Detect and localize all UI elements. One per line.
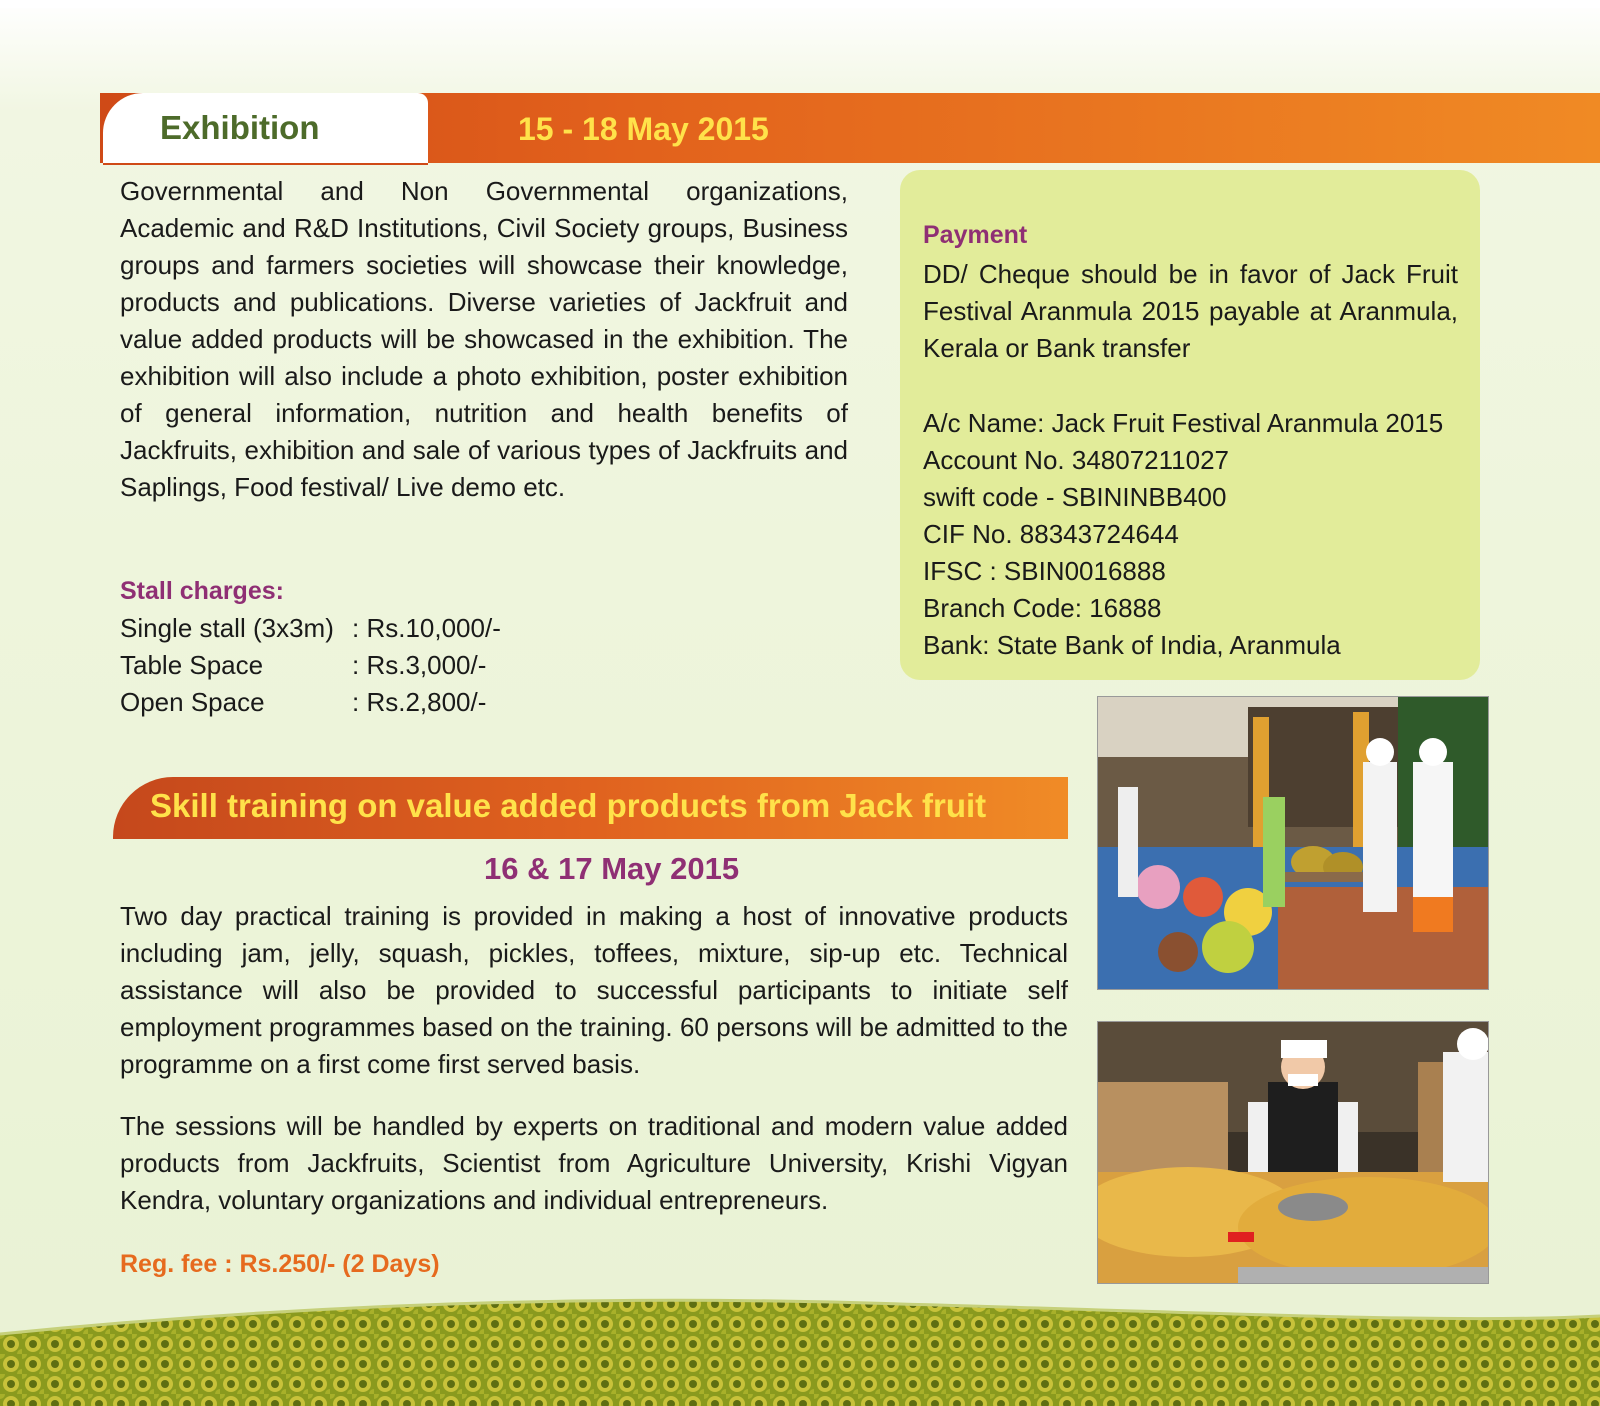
bank-detail-item: Bank: State Bank of India, Aranmula [923,630,1341,660]
skill-training-title: Skill training on value added products from Jack fruit [150,787,987,824]
exhibition-title: Exhibition [160,109,320,146]
stall-row [120,647,501,684]
training-session-illustration [1098,697,1488,989]
bank-detail-item: Branch Code: 16888 [923,593,1162,623]
payment-text: DD/ Cheque should be in favor of Jack Fruit Festival Aranmula 2015 payable at Aranmula, Kerala or Bank transfer [923,259,1458,363]
stall-charges-table [120,610,501,721]
registration-fee: Reg. fee : Rs.250/- (2 Days) [120,1250,440,1278]
jackfruit-texture-footer [0,1294,1600,1406]
stall-label: Single stall (3x3m) [120,613,334,643]
bank-detail-item: A/c Name: Jack Fruit Festival Aranmula 2015 [923,408,1444,438]
stall-row [120,684,501,721]
stall-value: : Rs.10,000/- [352,613,501,643]
bank-detail-item: swift code - SBININBB400 [923,482,1227,512]
stall-value: : Rs.3,000/- [352,650,487,680]
food-processing-illustration [1098,1022,1488,1283]
bank-detail-item: IFSC : SBIN0016888 [923,556,1166,586]
skill-training-paragraph-2: The sessions will be handled by experts on traditional and modern value added products from Jackfruits, Scientist from Agriculture University, Krishi Vigyan Kendra, voluntary organizations and individual entrepreneurs. [120,1111,1068,1215]
exhibition-date: 15 - 18 May 2015 [518,111,769,147]
stall-charges-heading: Stall charges: [120,577,284,605]
skill-training-date: 16 & 17 May 2015 [484,851,740,886]
stall-value: : Rs.2,800/- [352,687,487,717]
stall-label: Open Space [120,687,265,717]
bank-detail-item: CIF No. 88343724644 [923,519,1179,549]
payment-heading: Payment [923,221,1028,249]
food-processing-photo [1097,1021,1489,1284]
bank-details-list [923,405,1443,664]
stall-label: Table Space [120,650,264,680]
top-border [0,0,1600,8]
training-session-photo [1097,696,1489,990]
exhibition-description: Governmental and Non Governmental organizations, Academic and R&D Institutions, Civil Society groups, Business groups and farmers societies will showcase their knowledge, products and publications. Diverse varieties of Jackfruit and value added products will be showcased in the exhibition. The exhibition will also include a photo exhibition, poster exhibition of general information, nutrition and health benefits of Jackfruits, exhibition and sale of various types of Jackfruits and Saplings, Food festival/ Live demo etc. [120,176,848,502]
skill-training-paragraph-1: Two day practical training is provided in making a host of innovative products including jam, jelly, squash, pickles, toffees, mixture, sip-up etc. Technical assistance will also be provided to successful participants to initiate self employment programmes based on the training. 60 persons will be admitted to the programme on a first come first served basis. [120,901,1068,1079]
bank-detail-item: Account No. 34807211027 [923,445,1229,475]
stall-row [120,610,501,647]
